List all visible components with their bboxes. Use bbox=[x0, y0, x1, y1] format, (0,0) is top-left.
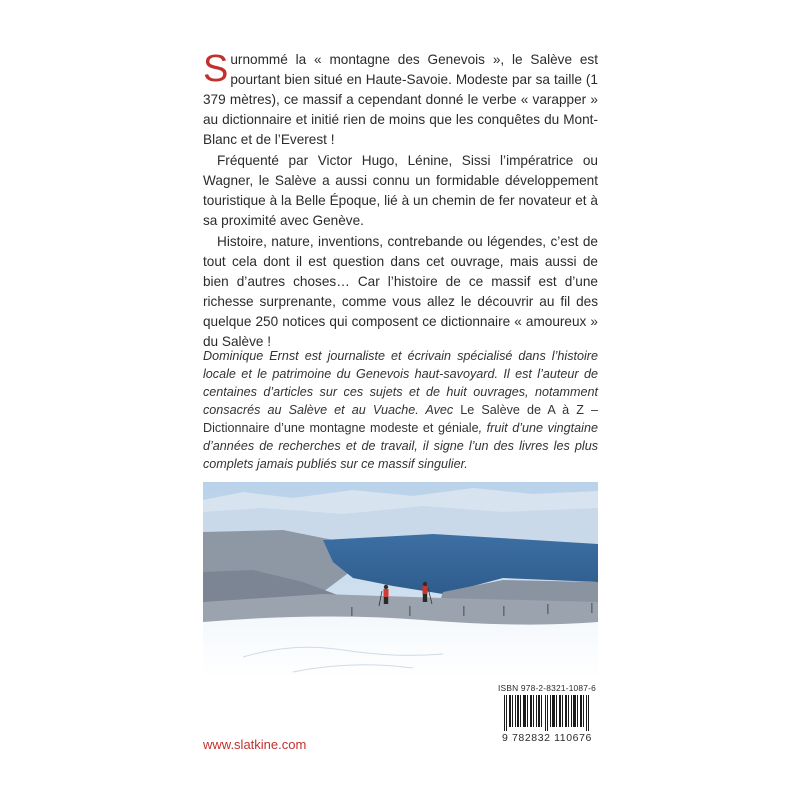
intro-paragraph bbox=[203, 50, 598, 150]
barcode-graphic bbox=[504, 695, 590, 731]
isbn-barcode-block bbox=[496, 683, 598, 745]
intro-text: urnommé la « montagne des Genevois », le Salève est pourtant bien situé en Haute-Savoie. Modeste par sa taille (1 379 mètres), ce massif a cependant donné le verbe « varapper » au dictionnaire et initié rien de moins que les conquêtes du Mont-Blanc et de l’Everest ! bbox=[203, 52, 598, 147]
isbn-digits: 9 782832 110676 bbox=[502, 732, 592, 744]
book-title: Le Salève de A à Z – Dictionnaire d’une montagne modeste et géniale bbox=[203, 403, 598, 435]
cover-photo-snowy-mountain-lake bbox=[203, 482, 598, 679]
isbn-label: ISBN 978-2-8321-1087-6 bbox=[498, 683, 596, 693]
author-bio bbox=[203, 347, 598, 473]
paragraph-history: Fréquenté par Victor Hugo, Lénine, Sissi l’impératrice ou Wagner, le Salève a aussi connu un formidable développement touristique à la Belle Époque, lié à un chemin de fer novateur et à sa proximité avec Genève. bbox=[203, 153, 598, 228]
drop-cap: S bbox=[203, 48, 229, 90]
publisher-website-link[interactable]: www.slatkine.com bbox=[203, 737, 307, 752]
paragraph-contents: Histoire, nature, inventions, contrebande ou légendes, c’est de tout cela dont il est question dans cet ouvrage, mais aussi de bien d’autres choses… Car l’histoire de ce massif est d’une richesse surprenante, comme vous allez le découvrir au fil des quelque 250 notices qui composent ce dictionnaire « amoureux » du Salève ! bbox=[203, 234, 598, 349]
author-bio-text-2: , fruit d’une vingtaine d’années de recherches et de travail, il signe l’un des livres les plus complets jamais publiés sur ce massif singulier. bbox=[203, 421, 598, 471]
author-bio-text-1: Dominique Ernst est journaliste et écrivain spécialisé dans l’histoire locale et le patrimoine du Genevois haut-savoyard. Il est l’auteur de centaines d’articles sur ces sujets et de huit ouvrages, notamment consacrés au Salève et au Vuache. Avec bbox=[203, 349, 598, 417]
